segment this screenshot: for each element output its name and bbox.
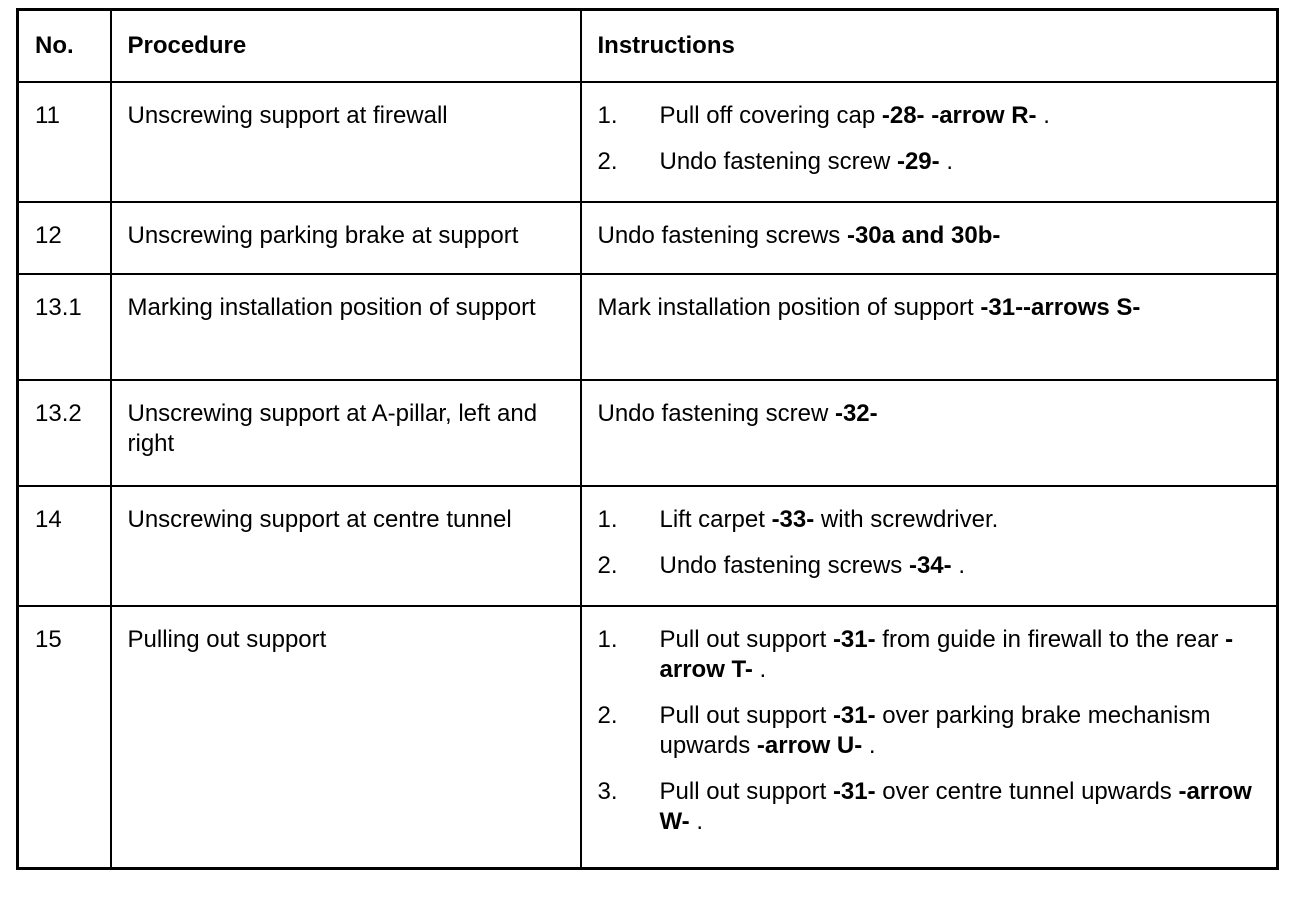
procedure-cell: Unscrewing support at A-pillar, left and right	[111, 380, 581, 486]
header-procedure: Procedure	[111, 10, 581, 83]
text-part: over centre tunnel upwards	[875, 778, 1179, 805]
part-reference: -31--arrows S-	[980, 294, 1141, 321]
text-part: Pull out support	[659, 778, 833, 805]
step-number: 13.2	[18, 380, 111, 486]
procedure-table-container	[16, 8, 1276, 870]
text-part: .	[1036, 102, 1050, 129]
procedure-table	[16, 8, 1279, 870]
instruction-step-text	[660, 505, 1263, 535]
part-reference: -31-	[832, 702, 876, 729]
procedure-cell: Marking installation position of support	[111, 274, 581, 380]
instruction-list	[598, 505, 1263, 581]
text-part: .	[689, 808, 704, 835]
arrow-reference: -arrow U-	[756, 732, 863, 759]
instruction-step	[598, 147, 1263, 177]
instructions-cell	[581, 486, 1278, 606]
table-row	[18, 380, 1278, 486]
step-number: 15	[18, 606, 111, 869]
procedure-cell: Unscrewing support at firewall	[111, 82, 581, 202]
instruction-step-text	[660, 147, 1263, 177]
arrow-reference: -arrow T-	[659, 626, 1234, 683]
instruction-step	[598, 101, 1263, 131]
text-part: from guide in firewall to the rear	[875, 626, 1226, 653]
text-part: Undo fastening screw	[597, 400, 835, 427]
part-reference: -31-	[832, 778, 876, 805]
table-row	[18, 82, 1278, 202]
text-part: .	[939, 148, 953, 175]
table-row	[18, 202, 1278, 274]
text-part: Pull out support	[659, 626, 833, 653]
header-instructions: Instructions	[581, 10, 1278, 83]
text-part: Lift carpet	[659, 506, 772, 533]
part-reference: -31-	[832, 626, 876, 653]
instruction-step	[598, 625, 1263, 685]
instruction-step	[598, 701, 1263, 761]
instructions-cell	[581, 380, 1278, 486]
text-part: over parking brake mechanism upwards	[659, 702, 1211, 759]
procedure-cell: Pulling out support	[111, 606, 581, 869]
instruction-step-number: 1.	[597, 102, 618, 129]
text-part: Undo fastening screw	[659, 148, 897, 175]
part-reference: -33-	[771, 506, 815, 533]
table-row	[18, 274, 1278, 380]
table-row	[18, 606, 1278, 869]
text-part: Pull out support	[659, 702, 833, 729]
part-reference: -32-	[834, 400, 878, 427]
text-part: Mark installation position of support	[597, 294, 981, 321]
instruction-step-number: 2.	[597, 702, 618, 729]
instruction-list	[598, 101, 1263, 177]
part-reference: -28- -arrow R-	[881, 102, 1037, 129]
instruction-step-number: 2.	[597, 552, 618, 579]
part-reference: -30a and 30b-	[846, 222, 1001, 249]
instruction-step-number: 1.	[597, 626, 618, 653]
instruction-step-number: 1.	[597, 506, 618, 533]
instruction-step-text	[660, 777, 1263, 837]
text-part: .	[752, 656, 767, 683]
instruction-step-number: 3.	[597, 778, 618, 805]
part-reference: -29-	[896, 148, 940, 175]
step-number: 11	[18, 82, 111, 202]
instruction-step-number: 2.	[597, 148, 618, 175]
text-part: .	[862, 732, 876, 759]
procedure-cell: Unscrewing parking brake at support	[111, 202, 581, 274]
text-part: Undo fastening screws	[659, 552, 909, 579]
instruction-step-text	[660, 625, 1263, 685]
procedure-cell: Unscrewing support at centre tunnel	[111, 486, 581, 606]
part-reference: -34-	[908, 552, 952, 579]
text-part: .	[951, 552, 965, 579]
instruction-step-text	[660, 101, 1263, 131]
instruction-step	[598, 505, 1263, 535]
table-row	[18, 486, 1278, 606]
instruction-step-text	[660, 551, 1263, 581]
header-row	[18, 10, 1278, 83]
instructions-cell	[581, 82, 1278, 202]
instructions-cell	[581, 274, 1278, 380]
instruction-step-text	[660, 701, 1263, 761]
step-number: 12	[18, 202, 111, 274]
instructions-cell	[581, 606, 1278, 869]
header-no: No.	[18, 10, 111, 83]
instruction-step	[598, 551, 1263, 581]
instruction-step	[598, 777, 1263, 837]
text-part: Pull off covering cap	[659, 102, 882, 129]
text-part: with screwdriver.	[814, 506, 999, 533]
step-number: 14	[18, 486, 111, 606]
instruction-list	[598, 625, 1263, 837]
instructions-cell	[581, 202, 1278, 274]
text-part: Undo fastening screws	[597, 222, 847, 249]
step-number: 13.1	[18, 274, 111, 380]
arrow-reference: -arrow W-	[659, 778, 1252, 835]
